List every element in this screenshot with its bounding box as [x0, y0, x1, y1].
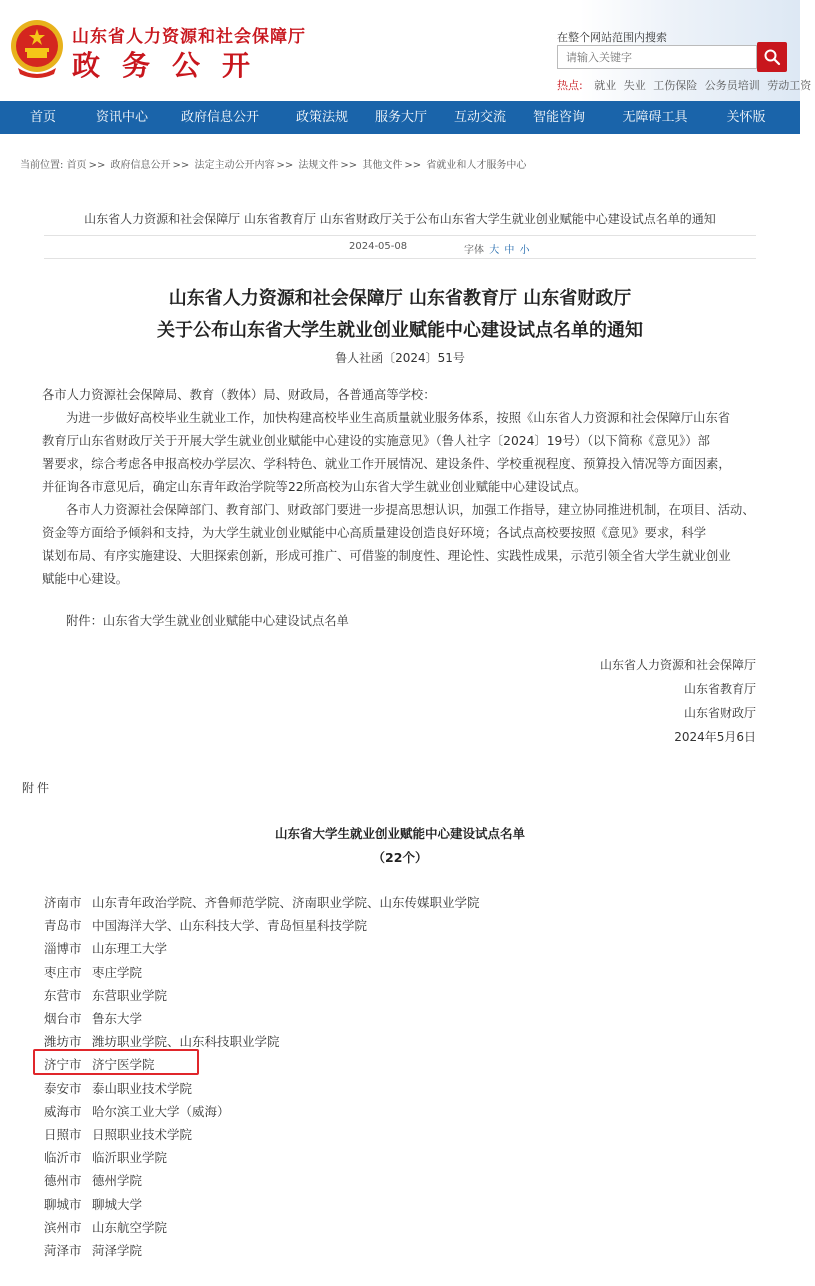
nav-item-home[interactable]: 首页 [29, 110, 56, 125]
list-schools: 济宁医学院 [92, 1057, 155, 1073]
hot-keyword[interactable]: 公务员培训 [704, 79, 760, 92]
list-schools: 潍坊职业学院、山东科技职业学院 [92, 1034, 280, 1050]
list-row [44, 1148, 167, 1168]
list-row [44, 893, 480, 913]
breadcrumb-item[interactable]: 法规文件 [298, 160, 339, 171]
list-city: 青岛市 [44, 918, 82, 934]
list-city: 济宁市 [44, 1057, 82, 1073]
list-row [44, 1195, 142, 1215]
search-box [557, 45, 757, 69]
doc-number: 鲁人社函〔2024〕51号 [335, 351, 465, 365]
list-city: 济南市 [44, 895, 82, 910]
doc-title-line2: 关于公布山东省大学生就业创业赋能中心建设试点名单的通知 [157, 320, 643, 341]
list-schools: 德州学院 [92, 1173, 143, 1189]
list-row [44, 916, 367, 936]
list-city: 枣庄市 [44, 964, 82, 980]
signer: 山东省人力资源和社会保障厅 [599, 658, 756, 672]
list-city: 泰安市 [44, 1080, 82, 1096]
doc-paragraph-line: 各市人力资源社会保障部门、教育部门、财政部门要进一步提高思想认识，加强工作指导，建立协同推进机制，在项目、活动、 [66, 503, 755, 517]
list-city: 聊城市 [44, 1196, 82, 1212]
list-schools: 泰山职业技术学院 [92, 1080, 193, 1096]
list-row [44, 1009, 142, 1029]
list-count: （22个） [372, 850, 428, 865]
nav-item-ai-consult[interactable]: 智能咨询 [532, 110, 585, 125]
list-schools: 鲁东大学 [92, 1011, 143, 1026]
doc-meta-bar [44, 235, 756, 259]
list-city: 滨州市 [44, 1219, 82, 1235]
nav-item-gov-info[interactable]: 政府信息公开 [180, 110, 259, 125]
list-schools: 中国海洋大学、山东科技大学、青岛恒星科技学院 [92, 918, 368, 934]
search-icon [763, 48, 781, 66]
nav-item-interact[interactable]: 互动交流 [453, 110, 506, 125]
hot-keyword[interactable]: 就业 [594, 79, 617, 92]
nav-item-accessibility[interactable]: 无障碍工具 [622, 110, 688, 125]
list-row [44, 939, 167, 959]
hot-keyword[interactable]: 工伤保险 [653, 79, 698, 92]
search-button[interactable] [757, 42, 787, 72]
list-city: 烟台市 [44, 1011, 82, 1026]
attachment-label: 附件 [22, 781, 53, 795]
nav-item-care-mode[interactable]: 关怀版 [726, 110, 766, 125]
font-size-control [464, 241, 530, 256]
hot-keywords [557, 77, 815, 93]
nav-item-news[interactable]: 资讯中心 [95, 110, 148, 125]
list-schools: 山东理工大学 [92, 941, 168, 957]
article-panel [8, 140, 792, 756]
doc-paragraph-line: 资金等方面给予倾斜和支持，为大学生就业创业赋能中心高质量建设创造良好环境；各试点高校要按照《意见》要求，科学 [42, 526, 707, 540]
breadcrumb [20, 156, 526, 171]
doc-paragraph-line: 署要求，综合考虑各申报高校办学层次、学科特色、就业工作开展情况、建设条件、学校重视程度、预算投入情况等方面因素， [42, 457, 731, 471]
list-schools: 东营职业学院 [92, 987, 168, 1003]
list-schools: 山东航空学院 [92, 1219, 168, 1235]
list-city: 淄博市 [44, 941, 82, 957]
nav-item-service[interactable]: 服务大厅 [374, 110, 427, 125]
list-row [44, 1241, 142, 1261]
list-row [44, 1171, 142, 1191]
list-city: 日照市 [44, 1127, 82, 1142]
list-row [44, 1079, 192, 1099]
nav-item-policy[interactable]: 政策法规 [295, 110, 348, 125]
doc-paragraph-line: 教育厅山东省财政厅关于开展大学生就业创业赋能中心建设的实施意见》（鲁人社字〔2024〕19号）（以下简称《意见》）部 [42, 434, 710, 448]
signer: 山东省财政厅 [683, 706, 756, 720]
font-size-medium[interactable]: 中 [504, 245, 515, 256]
doc-attachment-line: 附件：山东省大学生就业创业赋能中心建设试点名单 [66, 614, 349, 628]
highlight-box [33, 1049, 199, 1075]
national-emblem-icon [8, 18, 66, 78]
list-row [44, 986, 167, 1006]
doc-paragraph-line: 并征询各市意见后，确定山东青年政治学院等22所高校为山东省大学生就业创业赋能中心建设试点。 [42, 480, 587, 494]
site-subtitle: 政务公开 [72, 49, 273, 82]
list-schools: 日照职业技术学院 [92, 1127, 193, 1142]
site-title: 山东省人力资源和社会保障厅 [72, 27, 306, 47]
list-schools: 哈尔滨工业大学（威海） [92, 1103, 230, 1119]
doc-title-line1: 山东省人力资源和社会保障厅 山东省教育厅 山东省财政厅 [168, 288, 632, 309]
list-schools: 山东青年政治学院、齐鲁师范学院、济南职业学院、山东传媒职业学院 [92, 895, 480, 910]
breadcrumb-separator: >> [404, 160, 422, 171]
list-city: 德州市 [44, 1173, 82, 1189]
breadcrumb-item[interactable]: 省就业和人才服务中心 [426, 160, 527, 171]
hot-keyword[interactable]: 劳动工资 [767, 79, 812, 92]
search-input[interactable] [558, 47, 756, 69]
list-city: 临沂市 [44, 1150, 82, 1166]
list-title: 山东省大学生就业创业赋能中心建设试点名单 [274, 826, 525, 841]
list-schools: 菏泽学院 [92, 1243, 143, 1258]
list-schools: 枣庄学院 [92, 964, 143, 980]
doc-paragraph-line: 赋能中心建设。 [42, 572, 129, 586]
breadcrumb-item[interactable]: 法定主动公开内容 [194, 160, 275, 171]
breadcrumb-item[interactable]: 其他文件 [362, 160, 403, 171]
doc-recipient: 各市人力资源社会保障局、教育（教体）局、财政局，各普通高等学校： [42, 388, 436, 402]
breadcrumb-separator: >> [340, 160, 358, 171]
font-size-large[interactable]: 大 [489, 245, 500, 256]
list-row [44, 1102, 230, 1122]
doc-date: 2024-05-08 [349, 241, 408, 252]
sign-date: 2024年5月6日 [674, 730, 756, 744]
font-size-label: 字体 [464, 245, 484, 256]
list-city: 威海市 [44, 1103, 82, 1119]
main-nav [0, 101, 800, 134]
hot-label: 热点: [557, 79, 583, 92]
list-row [44, 1218, 167, 1238]
breadcrumb-separator: >> [172, 160, 190, 171]
doc-paragraph-line: 为进一步做好高校毕业生就业工作，加快构建高校毕业生高质量就业服务体系，按照《山东省人力资源和社会保障厅山东省 [66, 411, 731, 425]
breadcrumb-prefix: 当前位置: [20, 160, 64, 171]
list-city: 潍坊市 [44, 1034, 82, 1050]
doc-paragraph-line: 谋划布局、有序实施建设、大胆探索创新，形成可推广、可借鉴的制度性、理论性、实践性成果，示范引领全省大学生就业创业 [42, 549, 731, 563]
font-size-small[interactable]: 小 [519, 245, 530, 256]
hot-keyword[interactable]: 失业 [623, 79, 646, 92]
list-city: 东营市 [44, 987, 82, 1003]
breadcrumb-item[interactable]: 首页 [66, 160, 87, 171]
breadcrumb-separator: >> [276, 160, 294, 171]
list-city: 菏泽市 [44, 1243, 82, 1258]
list-row [44, 1125, 192, 1145]
breadcrumb-separator: >> [88, 160, 106, 171]
list-schools: 临沂职业学院 [92, 1150, 168, 1166]
site-header [0, 0, 812, 101]
signer: 山东省教育厅 [683, 682, 756, 696]
doc-header-title: 山东省人力资源和社会保障厅 山东省教育厅 山东省财政厅关于公布山东省大学生就业创业赋能中心建设试点名单的通知 [84, 212, 716, 226]
breadcrumb-item[interactable]: 政府信息公开 [110, 160, 171, 171]
list-schools: 聊城大学 [92, 1196, 143, 1212]
search-label: 在整个网站范围内搜索 [557, 31, 667, 44]
list-row [44, 963, 142, 983]
